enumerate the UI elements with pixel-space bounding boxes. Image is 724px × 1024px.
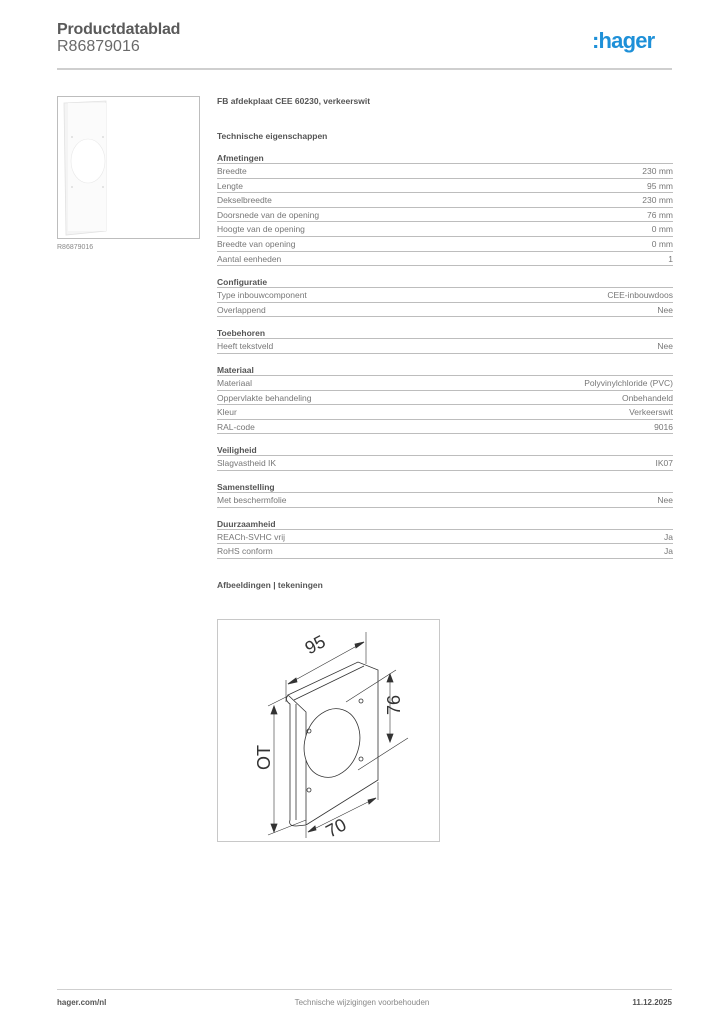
technical-properties-heading: Technische eigenschappen <box>217 131 328 141</box>
spec-value: Onbehandeld <box>621 392 673 403</box>
spec-label: Met beschermfolie <box>217 494 287 505</box>
spec-row <box>217 544 673 559</box>
section-title: Duurzaamheid <box>217 519 673 530</box>
section-title: Configuratie <box>217 277 673 288</box>
images-heading: Afbeeldingen | tekeningen <box>217 579 323 590</box>
spec-value: Nee <box>657 304 673 315</box>
spec-label: Overlappend <box>217 304 266 315</box>
section-title: Samenstelling <box>217 482 673 493</box>
spec-row <box>217 237 673 252</box>
section-materiaal <box>217 365 673 434</box>
spec-label: Hoogte van de opening <box>217 224 305 235</box>
spec-label: Breedte <box>217 166 247 176</box>
spec-value: 76 mm <box>647 209 673 220</box>
spec-row <box>217 405 673 420</box>
cover-plate-image <box>58 97 201 240</box>
spec-value: CEE-inbouwdoos <box>607 290 673 301</box>
thumbnail-caption: R86879016 <box>57 244 94 251</box>
spec-label: Dekselbreedte <box>217 195 272 206</box>
spec-value: IK07 <box>655 458 673 469</box>
svg-text:95: 95 <box>301 631 329 659</box>
spec-label: Kleur <box>217 407 237 418</box>
spec-row <box>217 391 673 406</box>
spec-row <box>217 208 673 223</box>
spec-label: Heeft tekstveld <box>217 341 274 352</box>
section-afmetingen <box>217 153 673 266</box>
section-title: Veiligheid <box>217 445 673 456</box>
footer-divider <box>57 989 672 990</box>
spec-row <box>217 339 673 354</box>
spec-row <box>217 252 673 267</box>
spec-row <box>217 179 673 194</box>
spec-value: Polyvinylchloride (PVC) <box>584 377 673 388</box>
spec-label: Slagvastheid IK <box>217 458 277 469</box>
svg-text:76: 76 <box>384 694 404 715</box>
spec-row <box>217 493 673 508</box>
section-configuratie <box>217 277 673 317</box>
section-veiligheid <box>217 445 673 471</box>
spec-value: Nee <box>657 341 673 352</box>
spec-label: RAL-code <box>217 421 255 432</box>
spec-row <box>217 164 673 179</box>
spec-value: 230 mm <box>642 166 673 176</box>
spec-row <box>217 222 673 237</box>
product-thumbnail <box>57 96 200 239</box>
spec-value: 1 <box>668 253 673 264</box>
spec-label: REACh-SVHC vrij <box>217 531 286 542</box>
spec-value: 0 mm <box>651 238 673 249</box>
spec-label: RoHS conform <box>217 546 273 557</box>
spec-content <box>217 95 673 591</box>
section-title: Materiaal <box>217 365 673 376</box>
spec-row <box>217 530 673 545</box>
spec-label: Type inbouwcomponent <box>217 290 307 301</box>
spec-label: Doorsnede van de opening <box>217 209 320 220</box>
header-divider <box>57 68 672 70</box>
dimension-drawing <box>218 620 441 843</box>
footer-date: 11.12.2025 <box>632 998 672 1007</box>
spec-row <box>217 303 673 318</box>
spec-label: Breedte van opening <box>217 238 296 249</box>
svg-text:OT: OT <box>254 745 274 770</box>
spec-value: Ja <box>664 531 673 542</box>
spec-label: Lengte <box>217 180 243 191</box>
document-title: Productdatablad <box>57 21 181 38</box>
spec-label: Aantal eenheden <box>217 253 282 264</box>
section-title: Toebehoren <box>217 328 673 339</box>
spec-value: Ja <box>664 546 673 557</box>
svg-text:70: 70 <box>322 814 350 842</box>
spec-label: Materiaal <box>217 377 252 388</box>
spec-value: Verkeerswit <box>629 407 673 418</box>
section-samenstelling <box>217 482 673 508</box>
spec-value: 230 mm <box>642 195 673 206</box>
footer-website-link[interactable]: hager.com/nl <box>57 998 107 1007</box>
spec-row <box>217 288 673 303</box>
spec-row <box>217 376 673 391</box>
spec-value: 95 mm <box>647 180 673 191</box>
spec-value: 0 mm <box>651 224 673 235</box>
product-name: FB afdekplaat CEE 60230, verkeerswit <box>217 96 371 106</box>
section-duurzaamheid <box>217 519 673 559</box>
spec-row <box>217 193 673 208</box>
section-toebehoren <box>217 328 673 354</box>
spec-value: 9016 <box>654 421 673 432</box>
product-code: R86879016 <box>57 38 140 55</box>
spec-row <box>217 420 673 435</box>
section-title: Afmetingen <box>217 153 673 164</box>
spec-label: Oppervlakte behandeling <box>217 392 312 403</box>
hager-logo: :hager <box>592 28 655 53</box>
footer-disclaimer: Technische wijzigingen voorbehouden <box>294 998 430 1007</box>
spec-row <box>217 456 673 471</box>
spec-value: Nee <box>657 494 673 505</box>
technical-drawing <box>217 619 440 842</box>
